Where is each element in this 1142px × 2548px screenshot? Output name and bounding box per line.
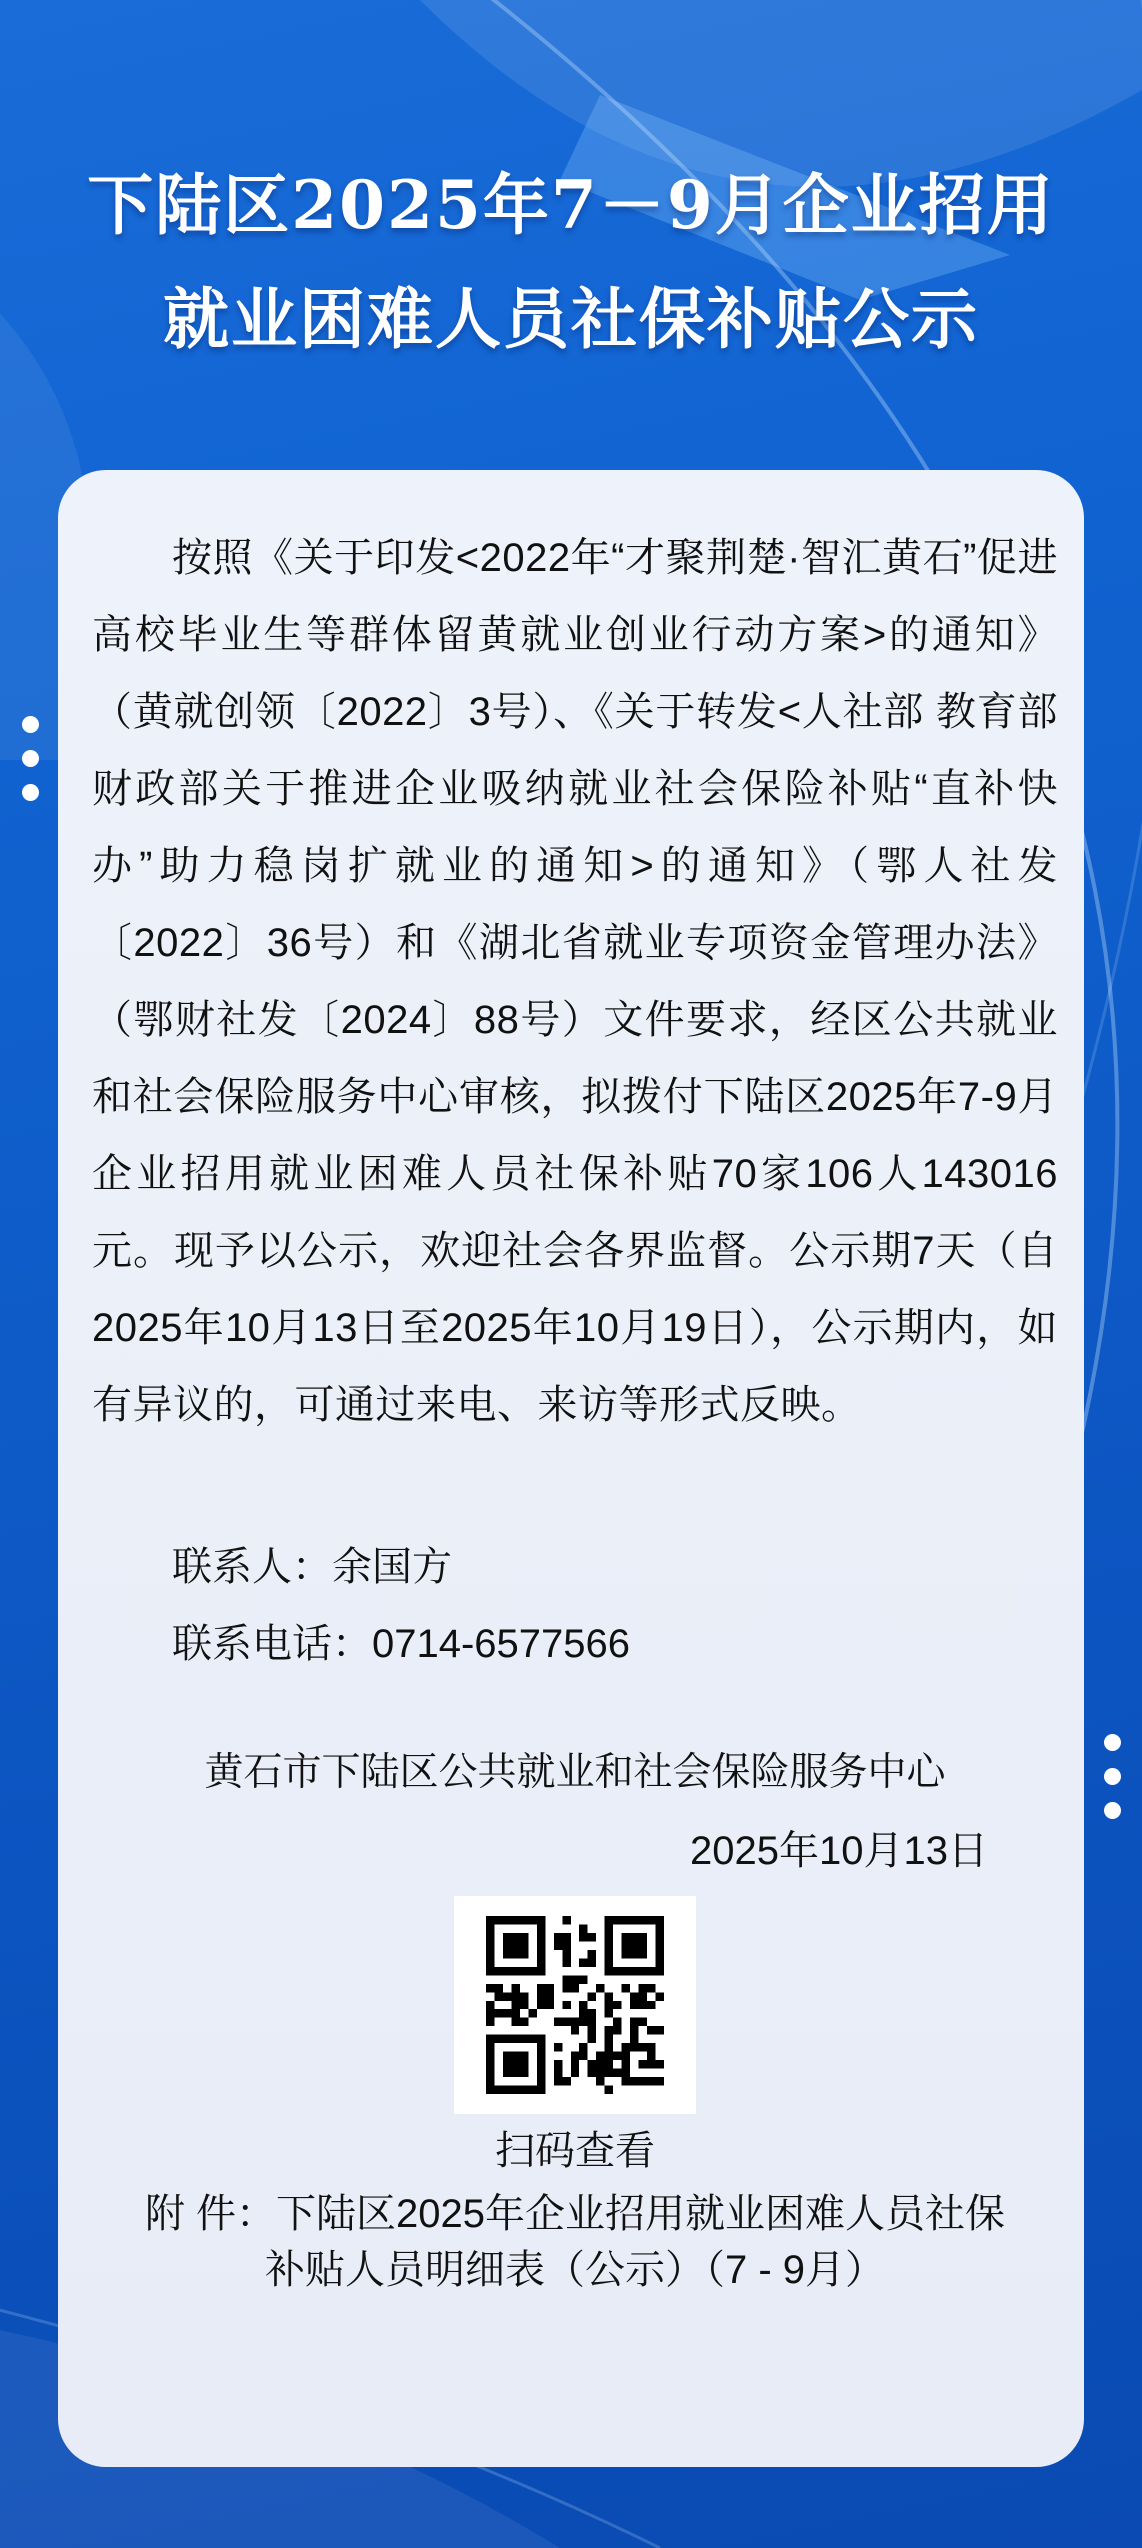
right-dots-decoration [1104, 1734, 1121, 1836]
dot-icon [1104, 1734, 1121, 1751]
attachment-line1: 附 件：下陆区2025年企业招用就业困难人员社保 [144, 2192, 1006, 2236]
poster-title [0, 148, 1142, 376]
dot-icon [1104, 1802, 1121, 1819]
qr-code [454, 1896, 696, 2114]
left-dots-decoration [22, 716, 39, 818]
attachment-note [92, 2186, 1058, 2298]
qr-caption: 扫码查看 [495, 2129, 655, 2173]
attachment-line2: 补贴人员明细表（公示）（7 - 9月） [264, 2248, 886, 2292]
qr-code-icon [486, 1916, 664, 2094]
dot-icon [22, 750, 39, 767]
dot-icon [1104, 1768, 1121, 1785]
poster-title-line2: 就业困难人员社保补贴公示 [163, 280, 979, 358]
contact-phone: 联系电话：0714-6577566 [172, 1622, 631, 1666]
issue-date: 2025年10月13日 [690, 1829, 988, 1873]
contact-person: 联系人：余国方 [172, 1545, 452, 1589]
dot-icon [22, 784, 39, 801]
notice-paragraph: 按照《关于印发<2022年“才聚荆楚·智汇黄石”促进高校毕业生等群体留黄就业创业行动方案>的通知》（黄就创领〔2022〕3号）、《关于转发<人社部 教育部 财政部关于推进企业吸纳就业社会保险补贴“直补快办”助力稳岗扩就业的通知>的通知》（鄂人社发〔2022〕36号）和《湖北省就业专项资金管理办法》（鄂财社发〔2024〕88号）文件要求，经区公共就业和社会保险服务中心审核，拟拨付下陆区2025年7-9月企业招用就业困难人员社保补贴70家106人143016元。现予以公示，欢迎社会各界监督。公示期7天（自2025年10月13日至2025年10月19日），公示期内，如有异议的，可通过来电、来访等形式反映。 [92, 536, 1058, 1427]
dot-icon [22, 716, 39, 733]
notice-card [58, 470, 1084, 2467]
poster-title-line1: 下陆区2025年7－9月企业招用 [87, 166, 1055, 244]
issuer-name: 黄石市下陆区公共就业和社会保险服务中心 [204, 1751, 946, 1794]
